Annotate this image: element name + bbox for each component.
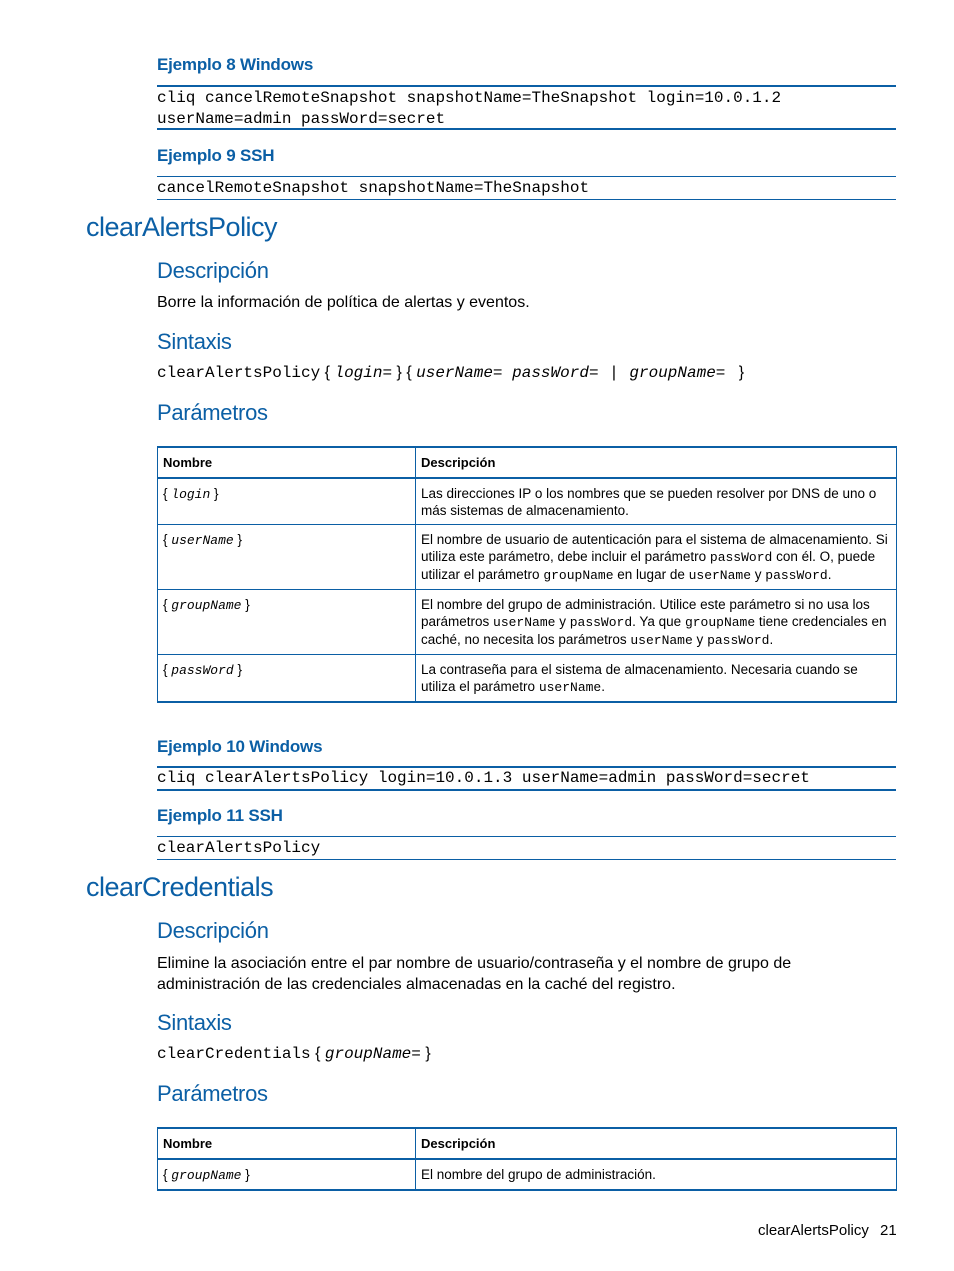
brace: } [420, 1045, 431, 1062]
example-8-code [157, 85, 896, 130]
description-text [157, 953, 791, 995]
description-text: . [601, 679, 605, 694]
parameter-name: userName [171, 533, 234, 548]
description-text: El nombre de usuario de autenticación para el sistema de almacenamiento. Si utiliza este parámetro, debe incluir el parámetro [421, 532, 888, 564]
parameter-name-cell: { groupName } [158, 1159, 416, 1190]
parameter-name: groupName [171, 1168, 242, 1183]
column-header-description: Descripción [416, 1128, 897, 1159]
example-10-title: Ejemplo 10 Windows [157, 737, 323, 756]
code-line: cliq clearAlertsPolicy login=10.0.1.3 userName=admin passWord=secret [157, 769, 810, 787]
footer-section-label: clearAlertsPolicy [758, 1222, 869, 1239]
column-header-name: Nombre [158, 447, 416, 478]
code-line: cliq cancelRemoteSnapshot snapshotName=TheSnapshot login=10.0.1.2 [157, 89, 782, 107]
parameter-name: login [171, 487, 211, 502]
description-text: Las direcciones IP o los nombres que se pueden resolver por DNS de uno o más sistemas de almacenamiento. [421, 486, 877, 518]
syntax-param: login= [334, 364, 393, 382]
parameter-name-cell: { passWord } [158, 655, 416, 703]
description-heading: Descripción [157, 918, 269, 943]
table-header-row [158, 447, 897, 478]
example-11-code [157, 836, 896, 860]
example-9-code [157, 176, 896, 200]
syntax-command: clearAlertsPolicy [157, 364, 321, 382]
inline-code: groupName [684, 615, 756, 630]
table-header-row [158, 1128, 897, 1159]
parameter-description-cell [416, 590, 897, 655]
syntax-param: groupName= [629, 364, 726, 382]
parameter-description-cell [416, 478, 897, 525]
inline-code: userName [630, 633, 693, 648]
brace: { [320, 364, 335, 381]
description-text: . [827, 567, 832, 582]
example-11-title: Ejemplo 11 SSH [157, 806, 283, 825]
description-text: tiene credenciales en caché, no necesita los parámetros [421, 614, 887, 647]
description-text: y [751, 567, 766, 582]
example-8-title: Ejemplo 8 Windows [157, 55, 314, 74]
section-title-clear-alerts-policy: clearAlertsPolicy [86, 212, 278, 242]
example-10-code [157, 766, 896, 791]
inline-code: userName [538, 680, 602, 695]
syntax-param: userName= passWord= [416, 364, 599, 382]
code-line: userName=admin passWord=secret [157, 110, 446, 128]
parameter-name: passWord [171, 663, 234, 678]
description-text: Borre la información de política de alertas y eventos. [157, 294, 530, 311]
parameter-name-cell: { login } [158, 478, 416, 525]
description-text: La contraseña para el sistema de almacenamiento. Necesaria cuando se utiliza el parámetro [421, 662, 858, 694]
description-text: . Ya que [632, 614, 685, 629]
parameter-description-cell [416, 525, 897, 590]
table-row [158, 655, 897, 703]
description-text: . [769, 632, 774, 647]
parameters-heading: Parámetros [157, 1081, 268, 1106]
description-heading: Descripción [157, 258, 269, 283]
description-text: en lugar de [613, 567, 689, 582]
code-line: clearAlertsPolicy [157, 839, 321, 857]
description-text: con él. O, puede utilizar el parámetro [421, 549, 876, 582]
inline-code: userName [493, 615, 556, 630]
syntax-heading: Sintaxis [157, 329, 232, 354]
parameters-heading: Parámetros [157, 400, 268, 425]
page-number: 21 [880, 1222, 897, 1239]
separator: | [598, 364, 630, 381]
inline-code: passWord [569, 615, 633, 630]
description-line: administración de las credenciales almacenadas en la caché del registro. [157, 976, 676, 993]
column-header-name: Nombre [158, 1128, 416, 1159]
parameter-name-cell: { userName } [158, 525, 416, 590]
table-row [158, 1159, 897, 1190]
inline-code: passWord [707, 633, 770, 648]
description-text: y [692, 632, 708, 647]
brace: } [725, 364, 745, 381]
parameter-name-cell: { groupName } [158, 590, 416, 655]
syntax-line [157, 1045, 431, 1063]
brace: } { [392, 364, 417, 381]
parameters-table [157, 446, 897, 703]
syntax-command: clearCredentials [157, 1045, 311, 1063]
brace: { [310, 1045, 325, 1062]
syntax-param: groupName= [324, 1045, 421, 1063]
parameter-description-cell [416, 1159, 897, 1190]
description-line: Elimine la asociación entre el par nombre de usuario/contraseña y el nombre de grupo de [157, 955, 792, 972]
inline-code: passWord [709, 550, 773, 565]
table-row [158, 525, 897, 590]
inline-code: groupName [543, 568, 614, 583]
inline-code: userName [688, 568, 752, 583]
inline-code: passWord [765, 568, 828, 583]
description-text: El nombre del grupo de administración. [421, 1167, 656, 1182]
description-text: El nombre del grupo de administración. Utilice este parámetro si no usa los parámetros [421, 597, 870, 629]
parameter-description-cell [416, 655, 897, 703]
parameters-table [157, 1127, 897, 1191]
section-title-clear-credentials: clearCredentials [86, 872, 274, 902]
code-line: cancelRemoteSnapshot snapshotName=TheSnapshot [157, 179, 590, 197]
description-text: y [555, 614, 570, 629]
syntax-line [157, 364, 744, 382]
parameter-name: groupName [171, 598, 242, 613]
table-row [158, 590, 897, 655]
table-row [158, 478, 897, 525]
example-9-title: Ejemplo 9 SSH [157, 146, 275, 165]
column-header-description: Descripción [416, 447, 897, 478]
syntax-heading: Sintaxis [157, 1010, 232, 1035]
